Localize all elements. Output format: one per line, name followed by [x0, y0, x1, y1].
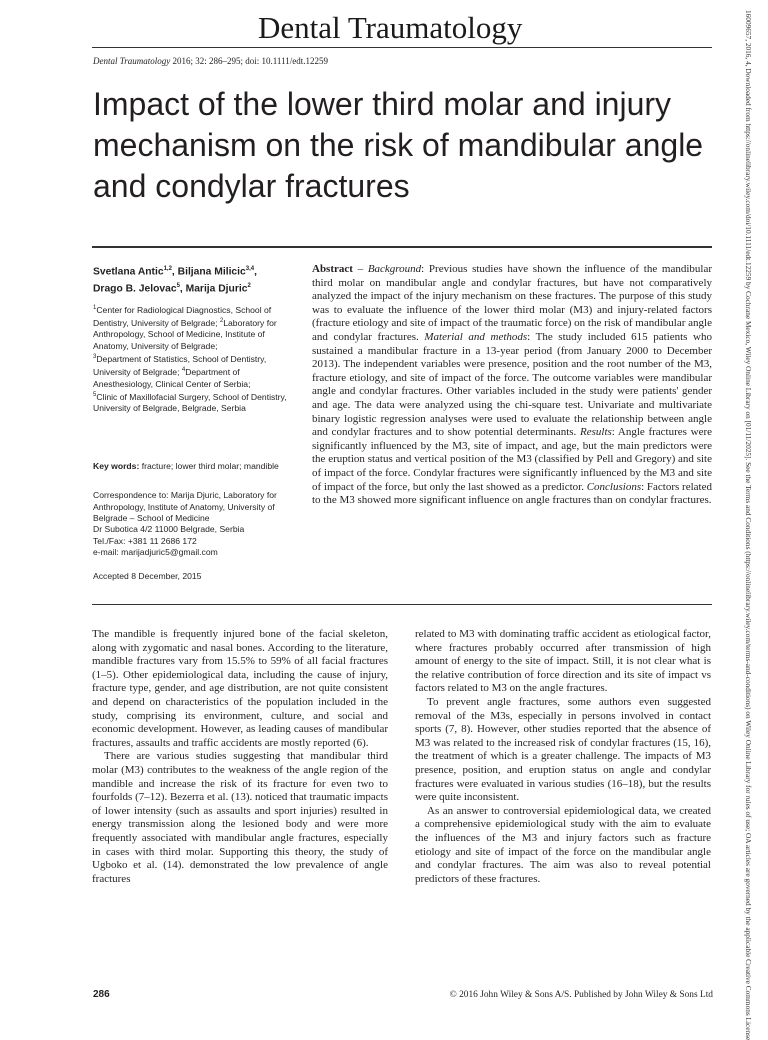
author-name: , Marija Djuric	[179, 283, 248, 295]
citation-details: 2016; 32: 286–295; doi: 10.1111/edt.12259	[170, 56, 329, 66]
affiliation-text: Laboratory for Anthropology, School of Medicine, Institute of Anatomy, University of Belgrade;	[93, 317, 277, 351]
abstract-divider	[92, 604, 712, 605]
copyright: © 2016 John Wiley & Sons A/S. Published by John Wiley & Sons Ltd	[449, 990, 713, 1000]
affiliation-sup: 1	[93, 304, 97, 311]
affiliation-text: Clinic of Maxillofacial Surgery, School of Dentistry, University of Belgrade, Belgrade, Serbia	[93, 391, 287, 414]
body-column-right	[415, 628, 711, 886]
download-side-note: 16009657, 2016, 4, Downloaded from https://onlinelibrary.wiley.com/doi/10.1111/edt.12259 by Cochrane Mexico, Wiley Online Library on [01/11/2025]. See the Terms and Conditions (https://onlinelibrary.wiley.com/terms-and-conditions) on Wiley Online Library for rules of use; OA articles are governed by the applicable Creative Commons License	[744, 10, 753, 1040]
abstract-label: Abstract	[312, 263, 353, 275]
accepted-date: Accepted 8 December, 2015	[93, 570, 202, 581]
abstract	[312, 263, 712, 508]
author-name: Drago B. Jelovac	[93, 283, 177, 295]
author-sup: 2	[247, 283, 251, 290]
body-paragraph: related to M3 with dominating traffic accident as etiological factor, where fractures probably occurred after transmission of high amount of energy to the site of impact. Still, it is not clear what is the relative contribution of force direction and its site of impact vs factors related to M3 on the angle fractures.	[415, 628, 711, 695]
affiliation-sup: 5	[93, 392, 97, 399]
author-name: , Biljana Milicic	[171, 266, 246, 278]
correspondence-line: Tel./Fax: +381 11 2686 172	[93, 535, 197, 546]
results-text: : Angle fractures were significantly influenced by the M3, site of impact, and age, but the main predictors were the eruption status and vertical position of the M3 (classified by Pell and Gregory) and site of impact of the force. Condylar fractures were significantly influenced by the M3 and site of impact of the force, but only the last showed as a predictor.	[312, 426, 712, 493]
body-paragraph: The mandible is frequently injured bone of the facial skeleton, along with zygomatic and nasal bones. According to the literature, mandible fractures vary from 15.5% to 59% of all facial fractures (1–5). Other epidemiological data, including the cause of injury, fracture type, gender, and age distribution, are not quite consistent and depend on characteristics of the population included in the study, comprising its environment, culture, and social and economic development. However, as leading causes of mandibular fractures, assaults and traffic accidents are mostly reported (6).	[92, 628, 388, 749]
title-divider	[92, 246, 712, 248]
body-paragraph: As an answer to controversial epidemiological data, we created a comprehensive epidemiological study with the aim to evaluate the influences of the M3 and injury factors such as fracture etiology and site of impact of the force on the mandibular angle and condylar fractures. The aim was also to reveal potential predictors of these fractures.	[415, 804, 711, 885]
affiliation-block	[93, 303, 298, 352]
affiliation-block	[93, 390, 298, 415]
affiliation-sup: 2	[219, 318, 224, 325]
affiliation-text: Center for Radiological Diagnostics, School of Dentistry, University of Belgrade;	[93, 304, 272, 328]
journal-title: Dental Traumatology	[258, 10, 523, 45]
methods-label: Material and methods	[424, 330, 528, 343]
abstract-dash: –	[352, 263, 368, 275]
citation-journal: Dental Traumatology	[93, 56, 171, 66]
author-name: Svetlana Antic	[93, 266, 164, 278]
conclusions-label: Conclusions	[586, 480, 642, 493]
citation	[93, 56, 328, 66]
body-paragraph: There are various studies suggesting that mandibular third molar (M3) contributes to the weakness of the angle region of the mandible and increase the risk of its fracture for even two to fourfolds (7–12). Bezerra et al. (13). noticed that traumatic impacts of lower intensity (such as assaults and sport injuries) resulted in energy transmission along the lesioned body and were more frequently associated with mandibular angle fractures, especially in cases with third molar. Supporting this theory, the study of Ugboko et al. (14). demonstrated the low prevalence of angle fractures	[92, 750, 388, 885]
keywords	[93, 461, 298, 472]
author-sup: 5	[176, 283, 180, 290]
results-label: Results	[580, 426, 612, 439]
background-label: Background	[367, 263, 422, 275]
body-column-left	[92, 628, 388, 886]
keywords-label: Key words:	[93, 460, 140, 471]
author-info-column	[93, 262, 298, 582]
affiliation-text: Department of Statistics, School of Dentistry, University of Belgrade;	[93, 354, 267, 378]
page-number: 286	[93, 989, 110, 1000]
paper-title: Impact of the lower third molar and injury mechanism on the risk of mandibular angle and condylar fractures	[93, 86, 704, 204]
author-sep: ,	[254, 266, 257, 278]
background-text: : Previous studies have shown the influence of the mandibular third molar on mandibular angle and condylar fractures, but have not comparatively analyzed the impact of the injury mechanism on these fractures. The purpose of this study was to evaluate the influence of the lower third molar (M3) and injury-related factors (fracture etiology and site of impact of the traumatic force) on the risk of mandibular angle and condylar fractures.	[312, 263, 712, 343]
conclusions-text: : Factors related to the M3 showed more significant influence on angle fractures than on condylar fractures.	[312, 480, 712, 507]
author-sup: 1,2	[163, 266, 172, 272]
affiliations	[93, 303, 298, 415]
header-divider	[92, 47, 712, 48]
correspondence-email: e-mail: marijadjuric5@gmail.com	[93, 547, 218, 558]
affiliation-block	[93, 352, 298, 390]
correspondence	[93, 490, 298, 558]
affiliation-text: Department of Anesthesiology, Clinical Center of Serbia;	[93, 367, 251, 389]
correspondence-line: Correspondence to: Marija Djuric, Laboratory for Anthropology, Institute of Anatomy, University of Belgrade – School of Medicine	[93, 490, 277, 524]
keywords-text: fracture; lower third molar; mandible	[139, 460, 279, 471]
author-sup: 3,4	[245, 266, 255, 272]
correspondence-line: Dr Subotica 4/2 11000 Belgrade, Serbia	[93, 524, 245, 535]
affiliation-sup: 4	[181, 367, 186, 374]
methods-text: : The study included 615 patients who sustained a mandibular fracture in a 13-year period (from January 2000 to December 2013). The independent variables were presence, position and the root number of the M3, fracture etiology, and site of impact of the force. The outcome variables were mandibular angle and condylar fractures. Other variables included in the study were patients' gender and age. The data were analyzed using the chi-square test. Univariate and multivariate binary logistic regression analyses were used to evaluate the relationship between angle and condylar fractures and to show potential determinants.	[312, 330, 712, 439]
body-paragraph: To prevent angle fractures, some authors even suggested removal of the M3s, especially in persons involved in contact sports (7, 8). However, other studies reported that the absence of M3 was related to the increased risk of condylar fractures (15, 16), the treatment of which is a greater challenge. The impacts of M3 presence, position, and eruption status on angle and condylar fractures were evaluated in various studies (16–18), but the results were quite inconsistent.	[415, 695, 711, 804]
author-list	[93, 262, 298, 297]
affiliation-sup: 3	[93, 354, 97, 361]
